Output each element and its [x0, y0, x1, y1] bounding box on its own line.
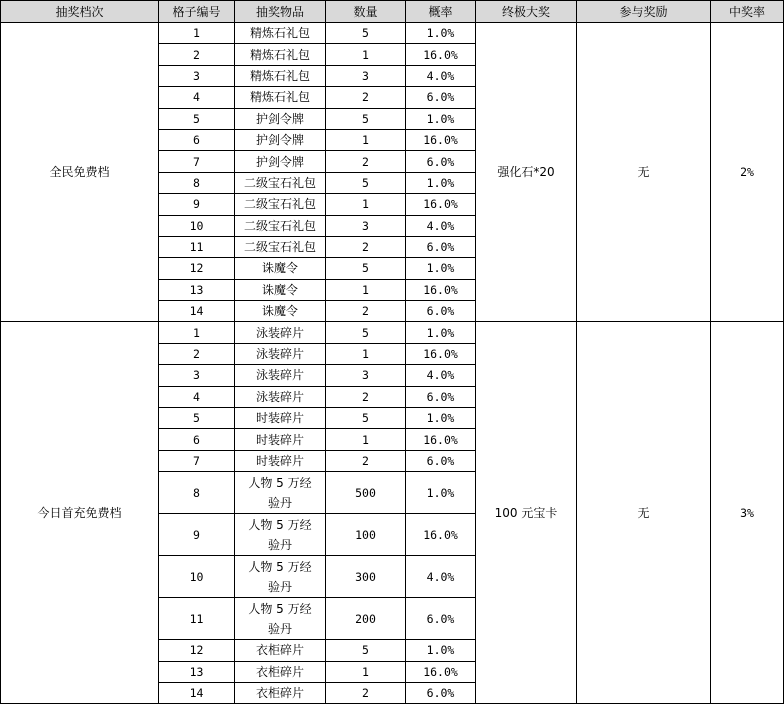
quantity-cell[interactable]: 2 — [326, 682, 406, 703]
probability-cell[interactable]: 6.0% — [406, 386, 476, 407]
item-cell[interactable]: 精炼石礼包 — [235, 87, 326, 108]
quantity-cell[interactable]: 1 — [326, 129, 406, 150]
header-tier[interactable]: 抽奖档次 — [1, 1, 159, 23]
quantity-cell[interactable]: 1 — [326, 194, 406, 215]
probability-cell[interactable]: 6.0% — [406, 301, 476, 322]
probability-cell[interactable]: 1.0% — [406, 23, 476, 44]
item-cell[interactable]: 精炼石礼包 — [235, 65, 326, 86]
item-cell[interactable]: 精炼石礼包 — [235, 44, 326, 65]
slot-cell[interactable]: 8 — [159, 472, 235, 514]
quantity-cell[interactable]: 2 — [326, 301, 406, 322]
quantity-cell[interactable]: 5 — [326, 23, 406, 44]
header-win-rate[interactable]: 中奖率 — [711, 1, 784, 23]
quantity-cell[interactable]: 5 — [326, 640, 406, 661]
probability-cell[interactable]: 16.0% — [406, 429, 476, 450]
probability-cell[interactable]: 16.0% — [406, 44, 476, 65]
probability-cell[interactable]: 6.0% — [406, 598, 476, 640]
slot-cell[interactable]: 10 — [159, 556, 235, 598]
header-participation-reward[interactable]: 参与奖励 — [577, 1, 711, 23]
quantity-cell[interactable]: 500 — [326, 472, 406, 514]
table-body — [1, 23, 784, 704]
probability-cell[interactable]: 1.0% — [406, 258, 476, 279]
slot-cell[interactable]: 1 — [159, 23, 235, 44]
slot-cell[interactable]: 7 — [159, 151, 235, 172]
slot-cell[interactable]: 2 — [159, 44, 235, 65]
quantity-cell[interactable]: 2 — [326, 87, 406, 108]
item-cell[interactable]: 二级宝石礼包 — [235, 172, 326, 193]
item-cell[interactable]: 人物 5 万经验丹 — [235, 472, 326, 514]
table-row — [1, 322, 784, 343]
header-slot[interactable]: 格子编号 — [159, 1, 235, 23]
item-cell[interactable]: 时装碎片 — [235, 429, 326, 450]
quantity-cell[interactable]: 1 — [326, 44, 406, 65]
probability-cell[interactable]: 6.0% — [406, 682, 476, 703]
quantity-cell[interactable]: 5 — [326, 108, 406, 129]
probability-cell[interactable]: 16.0% — [406, 343, 476, 364]
probability-cell[interactable]: 6.0% — [406, 87, 476, 108]
header-probability[interactable]: 概率 — [406, 1, 476, 23]
quantity-cell[interactable]: 2 — [326, 151, 406, 172]
item-cell[interactable]: 时装碎片 — [235, 450, 326, 471]
probability-cell[interactable]: 16.0% — [406, 279, 476, 300]
probability-cell[interactable]: 1.0% — [406, 172, 476, 193]
item-cell[interactable]: 泳装碎片 — [235, 343, 326, 364]
grand-prize-cell[interactable]: 强化石*20 — [476, 23, 577, 322]
item-cell[interactable]: 诛魔令 — [235, 258, 326, 279]
quantity-cell[interactable]: 300 — [326, 556, 406, 598]
participation-reward-cell[interactable]: 无 — [577, 23, 711, 322]
item-cell[interactable]: 泳装碎片 — [235, 386, 326, 407]
header-quantity[interactable]: 数量 — [326, 1, 406, 23]
quantity-cell[interactable]: 2 — [326, 450, 406, 471]
slot-cell[interactable]: 11 — [159, 598, 235, 640]
probability-cell[interactable]: 16.0% — [406, 514, 476, 556]
grand-prize-cell[interactable]: 100 元宝卡 — [476, 322, 577, 704]
item-cell[interactable]: 泳装碎片 — [235, 322, 326, 343]
item-cell[interactable]: 护剑令牌 — [235, 108, 326, 129]
slot-cell[interactable]: 12 — [159, 640, 235, 661]
probability-cell[interactable]: 16.0% — [406, 661, 476, 682]
item-cell[interactable]: 时装碎片 — [235, 408, 326, 429]
slot-cell[interactable]: 3 — [159, 365, 235, 386]
probability-cell[interactable]: 16.0% — [406, 129, 476, 150]
item-cell[interactable]: 人物 5 万经验丹 — [235, 556, 326, 598]
slot-cell[interactable]: 1 — [159, 322, 235, 343]
quantity-cell[interactable]: 5 — [326, 322, 406, 343]
quantity-cell[interactable]: 5 — [326, 172, 406, 193]
slot-cell[interactable]: 6 — [159, 429, 235, 450]
slot-cell[interactable]: 4 — [159, 386, 235, 407]
slot-cell[interactable]: 11 — [159, 236, 235, 257]
quantity-cell[interactable]: 1 — [326, 429, 406, 450]
probability-cell[interactable]: 1.0% — [406, 408, 476, 429]
slot-cell[interactable]: 14 — [159, 682, 235, 703]
probability-cell[interactable]: 6.0% — [406, 450, 476, 471]
participation-reward-cell[interactable]: 无 — [577, 322, 711, 704]
probability-cell[interactable]: 1.0% — [406, 640, 476, 661]
slot-cell[interactable]: 5 — [159, 108, 235, 129]
slot-cell[interactable]: 9 — [159, 194, 235, 215]
probability-cell[interactable]: 6.0% — [406, 236, 476, 257]
quantity-cell[interactable]: 200 — [326, 598, 406, 640]
quantity-cell[interactable]: 5 — [326, 408, 406, 429]
quantity-cell[interactable]: 5 — [326, 258, 406, 279]
quantity-cell[interactable]: 1 — [326, 661, 406, 682]
quantity-cell[interactable]: 100 — [326, 514, 406, 556]
item-cell[interactable]: 精炼石礼包 — [235, 23, 326, 44]
item-cell[interactable]: 诛魔令 — [235, 301, 326, 322]
header-row — [1, 1, 784, 23]
slot-cell[interactable]: 14 — [159, 301, 235, 322]
quantity-cell[interactable]: 2 — [326, 386, 406, 407]
item-cell[interactable]: 二级宝石礼包 — [235, 215, 326, 236]
item-cell[interactable]: 人物 5 万经验丹 — [235, 598, 326, 640]
quantity-cell[interactable]: 3 — [326, 65, 406, 86]
slot-cell[interactable]: 9 — [159, 514, 235, 556]
item-cell[interactable]: 二级宝石礼包 — [235, 236, 326, 257]
tier-name-cell[interactable]: 今日首充免费档 — [1, 322, 159, 704]
probability-cell[interactable]: 1.0% — [406, 108, 476, 129]
header-grand-prize[interactable]: 终极大奖 — [476, 1, 577, 23]
quantity-cell[interactable]: 3 — [326, 215, 406, 236]
item-cell[interactable]: 护剑令牌 — [235, 129, 326, 150]
quantity-cell[interactable]: 1 — [326, 343, 406, 364]
probability-cell[interactable]: 4.0% — [406, 65, 476, 86]
probability-cell[interactable]: 1.0% — [406, 472, 476, 514]
quantity-cell[interactable]: 2 — [326, 236, 406, 257]
slot-cell[interactable]: 3 — [159, 65, 235, 86]
slot-cell[interactable]: 5 — [159, 408, 235, 429]
probability-cell[interactable]: 4.0% — [406, 215, 476, 236]
slot-cell[interactable]: 8 — [159, 172, 235, 193]
slot-cell[interactable]: 2 — [159, 343, 235, 364]
slot-cell[interactable]: 6 — [159, 129, 235, 150]
probability-cell[interactable]: 4.0% — [406, 365, 476, 386]
win-rate-cell[interactable]: 3% — [711, 322, 784, 704]
slot-cell[interactable]: 12 — [159, 258, 235, 279]
win-rate-cell[interactable]: 2% — [711, 23, 784, 322]
slot-cell[interactable]: 13 — [159, 661, 235, 682]
item-cell[interactable]: 诛魔令 — [235, 279, 326, 300]
item-cell[interactable]: 护剑令牌 — [235, 151, 326, 172]
header-item[interactable]: 抽奖物品 — [235, 1, 326, 23]
quantity-cell[interactable]: 3 — [326, 365, 406, 386]
item-cell[interactable]: 衣柜碎片 — [235, 682, 326, 703]
tier-name-cell[interactable]: 全民免费档 — [1, 23, 159, 322]
table-row — [1, 23, 784, 44]
item-cell[interactable]: 人物 5 万经验丹 — [235, 514, 326, 556]
probability-cell[interactable]: 1.0% — [406, 322, 476, 343]
slot-cell[interactable]: 4 — [159, 87, 235, 108]
slot-cell[interactable]: 13 — [159, 279, 235, 300]
item-cell[interactable]: 衣柜碎片 — [235, 640, 326, 661]
item-cell[interactable]: 二级宝石礼包 — [235, 194, 326, 215]
slot-cell[interactable]: 7 — [159, 450, 235, 471]
slot-cell[interactable]: 10 — [159, 215, 235, 236]
item-cell[interactable]: 泳装碎片 — [235, 365, 326, 386]
probability-cell[interactable]: 4.0% — [406, 556, 476, 598]
probability-cell[interactable]: 6.0% — [406, 151, 476, 172]
quantity-cell[interactable]: 1 — [326, 279, 406, 300]
item-cell[interactable]: 衣柜碎片 — [235, 661, 326, 682]
probability-cell[interactable]: 16.0% — [406, 194, 476, 215]
